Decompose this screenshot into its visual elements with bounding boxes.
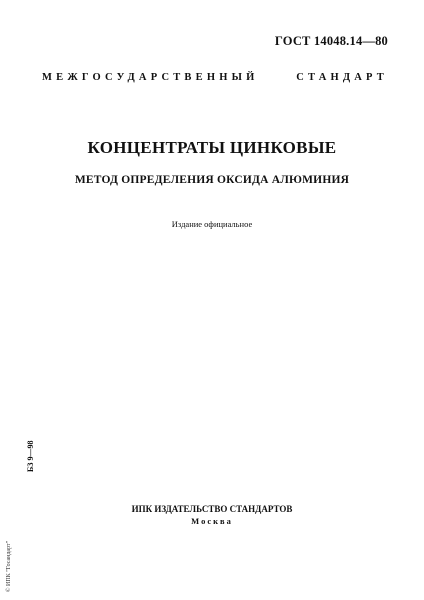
standard-header — [42, 72, 388, 83]
document-subtitle: МЕТОД ОПРЕДЕЛЕНИЯ ОКСИДА АЛЮМИНИЯ — [74, 174, 350, 186]
publisher-name: ИПК ИЗДАТЕЛЬСТВО СТАНДАРТОВ — [131, 504, 293, 514]
document-title: КОНЦЕНТРАТЫ ЦИНКОВЫЕ — [87, 138, 337, 157]
standard-header-left: МЕЖГОСУДАРСТВЕННЫЙ — [42, 72, 259, 83]
copyright-note: © ИПК "Госандарт" — [6, 540, 12, 592]
standard-header-right: СТАНДАРТ — [296, 72, 388, 83]
side-code: БЗ 9—98 — [26, 440, 35, 472]
gost-code: ГОСТ 14048.14—80 — [274, 34, 388, 48]
publisher-city: Москва — [191, 516, 233, 526]
edition-label: Издание официальное — [171, 219, 253, 229]
